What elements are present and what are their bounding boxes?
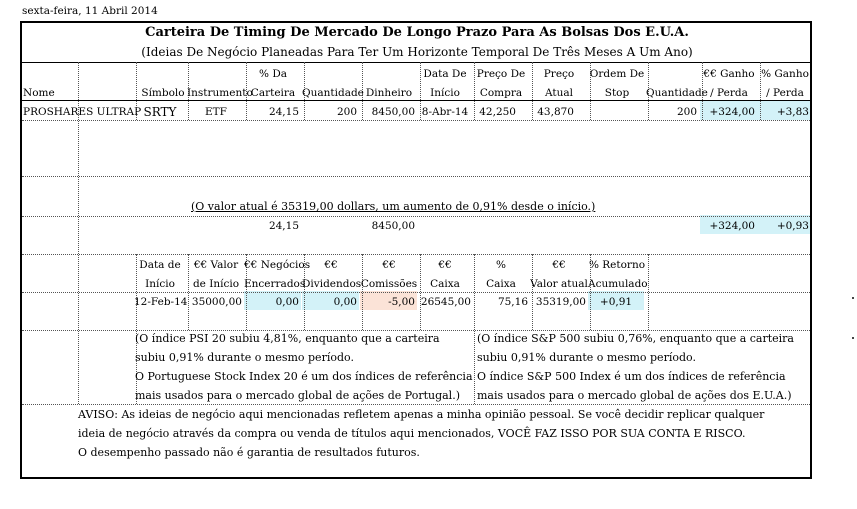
position-quantidade: 200 (336, 106, 357, 118)
position-pct-carteira: 24,15 (268, 106, 299, 118)
stats-header-caixa-2: Caixa (430, 278, 460, 290)
stats-caixa: 26545,00 (420, 296, 471, 308)
psi-note-line-4: mais usados para o mercado global de ações de Portugal.) (135, 389, 460, 402)
position-dinheiro: 8450,00 (371, 106, 415, 118)
header-instrumento: Instrumento (187, 87, 253, 99)
position-data-inicio: 8-Abr-14 (421, 106, 469, 118)
sp-note-line-1: (O índice S&P 500 subiu 0,76%, enquanto que a carteira (477, 332, 794, 345)
header-preco-compra-1: Preço De (476, 68, 526, 80)
psi-note-line-1: (O índice PSI 20 subiu 4,81%, enquanto que a carteira (135, 332, 440, 345)
header-ganho-pct-2: / Perda (766, 87, 804, 99)
position-instrumento: ETF (205, 106, 227, 118)
stats-pct-caixa: 75,16 (497, 296, 528, 308)
stats-retorno: +0,91 (599, 296, 633, 308)
header-ordem-stop-2: Stop (604, 87, 630, 99)
stats-header-pct-caixa-1: % (496, 259, 506, 271)
disclaimer-line-3: O desempenho passado não é garantia de resultados futuros. (78, 446, 420, 459)
header-simbolo: Símbolo (141, 87, 185, 99)
edge-tick (852, 297, 854, 299)
position-preco-atual: 43,870 (537, 106, 574, 118)
stats-header-dividendos-1: €€ (324, 259, 338, 271)
header-preco-compra-2: Compra (479, 87, 523, 99)
psi-note-line-3: O Portuguese Stock Index 20 é um dos índices de referência (135, 370, 473, 383)
report-date: sexta-feira, 11 Abril 2014 (22, 5, 158, 17)
sheet-title: Carteira De Timing De Mercado De Longo Prazo Para As Bolsas Dos E.U.A. (145, 25, 689, 40)
position-nome: PROSHARES ULTRAP (23, 106, 142, 118)
stats-negocios: 0,00 (275, 296, 299, 308)
position-ganho-pct: +3,83 (776, 106, 809, 118)
header-pct-carteira-1: % Da (259, 68, 287, 80)
header-quantidade-2: Quantidade (646, 87, 708, 99)
position-ganho-eur: +324,00 (709, 106, 755, 118)
header-nome: Nome (23, 87, 55, 99)
sp-note-line-3: O índice S&P 500 Index é um dos índices de referência (477, 370, 786, 383)
disclaimer-line-2: ideia de negócio através da compra ou venda de títulos aqui mencionados, VOCÊ FAZ ISSO POR SUA CONTA E RISCO. (78, 427, 746, 440)
stats-header-data-inicio-1: Data de (139, 259, 181, 271)
header-ganho-eur-1: €€ Ganho (703, 68, 755, 80)
stats-header-negocios-2: Encerrados (244, 278, 306, 290)
stats-data-inicio: 12-Feb-14 (134, 296, 188, 308)
header-data-inicio-2: Início (430, 87, 460, 99)
stats-dividendos: 0,00 (333, 296, 357, 308)
header-preco-atual-2: Atual (545, 87, 573, 99)
summary-ganho-eur: +324,00 (709, 220, 755, 232)
stats-header-comissoes-2: Comissões (360, 278, 418, 290)
stats-header-data-inicio-2: Início (145, 278, 175, 290)
stats-header-dividendos-2: Dividendos (302, 278, 362, 290)
header-preco-atual-1: Preço (543, 68, 575, 80)
position-simbolo: SRTY (143, 105, 177, 119)
summary-pct-carteira: 24,15 (268, 220, 299, 232)
header-ordem-stop-1: Ordem De (589, 68, 645, 80)
stats-header-retorno-1: % Retorno (588, 259, 646, 271)
stats-header-valor-inicio-1: €€ Valor (193, 259, 239, 271)
stats-header-valor-atual-1: €€ (552, 259, 566, 271)
header-ganho-pct-1: % Ganho (761, 68, 809, 80)
disclaimer-line-1: AVISO: As ideias de negócio aqui mencionadas refletem apenas a minha opinião pessoal. Se você decidir replicar qualquer (78, 408, 765, 421)
sp-note-line-4: mais usados para o mercado global de ações dos E.U.A.) (477, 389, 792, 402)
summary-ganho-pct: +0,93 (776, 220, 809, 232)
current-value-note: (O valor atual é 35319,00 dollars, um aumento de 0,91% desde o início.) (191, 200, 596, 213)
sheet-subtitle: (Ideias De Negócio Planeadas Para Ter Um Horizonte Temporal De Três Meses A Um Ano) (141, 45, 693, 59)
psi-note-line-2: subiu 0,91% durante o mesmo período. (135, 351, 354, 364)
stats-header-caixa-1: €€ (438, 259, 452, 271)
stats-header-comissoes-1: €€ (382, 259, 396, 271)
position-preco-compra: 42,250 (479, 106, 516, 118)
edge-tick (852, 337, 854, 339)
header-quantidade: Quantidade (302, 87, 364, 99)
stats-header-retorno-2: Acumulado (588, 278, 648, 290)
header-dinheiro: Dinheiro (365, 87, 413, 99)
header-data-inicio-1: Data De (423, 68, 467, 80)
stats-header-pct-caixa-2: Caixa (486, 278, 516, 290)
stats-header-valor-inicio-2: de Início (192, 278, 240, 290)
sp-note-line-2: subiu 0,91% durante o mesmo período. (477, 351, 696, 364)
position-quantidade-2: 200 (676, 106, 697, 118)
stats-valor-atual: 35319,00 (535, 296, 586, 308)
stats-header-negocios-1: €€ Negócios (244, 259, 311, 271)
stats-comissoes: -5,00 (388, 296, 415, 308)
header-pct-carteira-2: Carteira (250, 87, 296, 99)
summary-dinheiro: 8450,00 (371, 220, 415, 232)
stats-header-valor-atual-2: Valor atual (530, 278, 588, 290)
header-ganho-eur-2: / Perda (710, 87, 748, 99)
stats-valor-inicio: 35000,00 (191, 296, 242, 308)
